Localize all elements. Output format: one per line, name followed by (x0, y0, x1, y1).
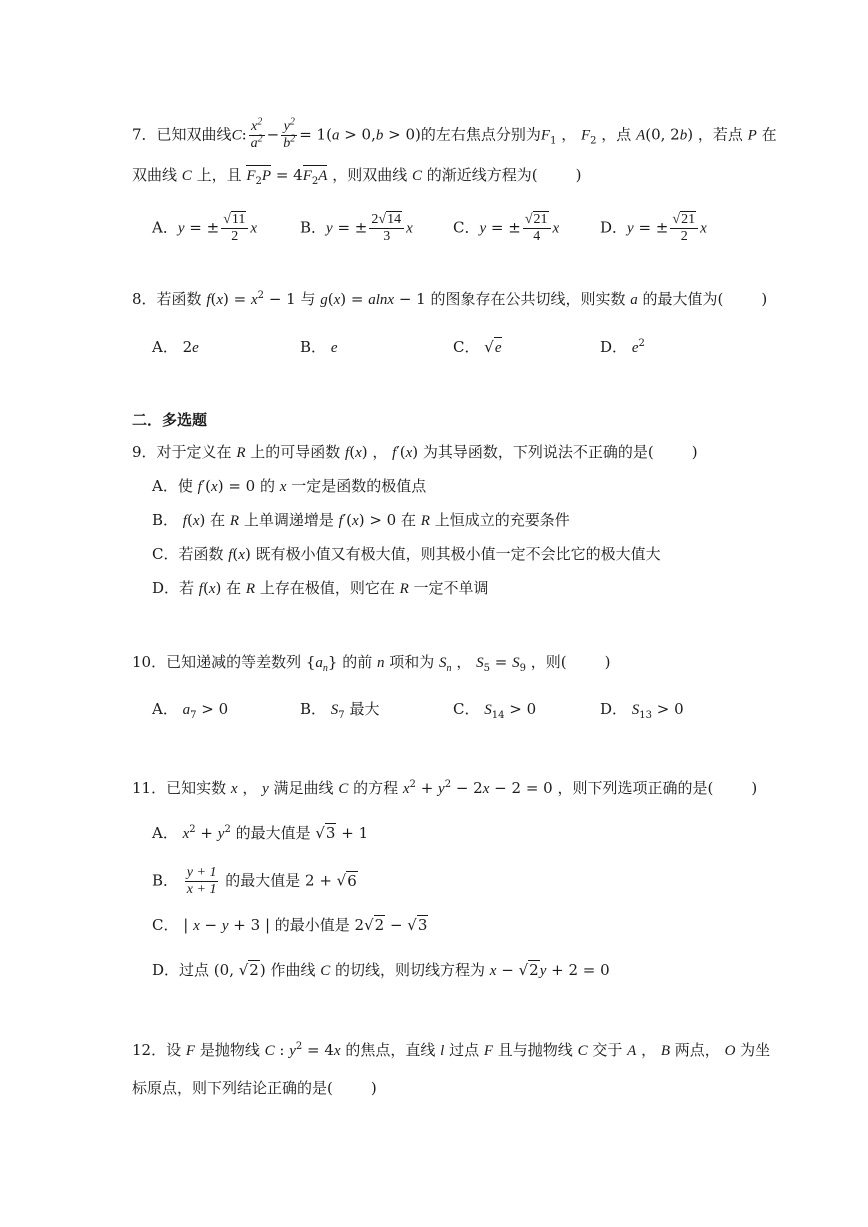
question-number: 7． (132, 125, 157, 144)
paren-close: ) (575, 166, 582, 184)
question-7-line-2: 双曲线 C 上，且 $F_2P = 4F_2A$ ，则双曲线 C 的渐近线方程为( ) (132, 166, 582, 187)
option-a[interactable]: A． $x^2 + y^2$ 的最大值是 √3 + 1 (152, 824, 369, 842)
math-curve-name: C (231, 127, 242, 144)
option-b[interactable]: B． $\frac{y + 1}{x + 1}$ 的最大值是 2 + √6 (152, 865, 357, 897)
option-d[interactable]: D．若 f(x) 在 R 上存在极值，则它在 R 一定不单调 (152, 579, 489, 597)
option-c[interactable]: C．若函数 f(x) 既有极小值又有极大值，则其极小值一定不会比它的极大值大 (152, 545, 661, 563)
question-text: 已知双曲线 (156, 125, 232, 144)
math-fraction-x: $\frac{x^2}{a^2}$ (250, 116, 263, 151)
math-fraction-y: $\frac{y^2}{b^2}$ (283, 116, 296, 151)
option-a[interactable]: A．使 f′(x) = 0 的 x 一定是函数的极值点 (152, 477, 427, 495)
option-d[interactable]: D． $e^2$ (600, 338, 645, 356)
option-c[interactable]: C． √e (453, 338, 502, 356)
question-text: 的左右焦点分别为 (420, 125, 541, 144)
option-a[interactable]: A．y = ± $\frac{√11}{2}$ x (152, 212, 258, 244)
option-c[interactable]: C． $S_{14} > 0$ (453, 700, 537, 721)
option-c[interactable]: C．y = ± $\frac{√21}{4}$ x (453, 212, 560, 244)
option-b[interactable]: B． f(x) 在 R 上单调递增是 f′(x) > 0 在 R 上恒成立的充要条件 (152, 511, 570, 529)
option-b[interactable]: B． e (300, 338, 338, 356)
question-7-line-1: 7．已知双曲线C: $\frac{x^2}{a^2}$ − $\frac{y^2}{b^2}$ = 1(a > 0,b > 0)的左右焦点分别为$F_1$ ， $F_2$ ，点 A(0, 2b) ，若点 P 在 (132, 116, 777, 151)
question-12-line-1: 12．设 F 是抛物线 C : $y^2 = 4x$ 的焦点，直线 l 过点 F 且与抛物线 C 交于 A ， B 两点， O 为坐 (132, 1041, 771, 1059)
option-a[interactable]: A． $a_7 > 0$ (152, 700, 229, 721)
question-8: 8．若函数 $f(x) = x^2 - 1$ 与 g(x) = alnx − 1 的图象存在公共切线，则实数 a 的最大值为( ) (132, 290, 768, 308)
option-a[interactable]: A． 2e (152, 338, 199, 356)
option-d[interactable]: D． $S_{13} > 0$ (600, 700, 684, 721)
section-heading: 二．多选题 (132, 411, 208, 429)
option-d[interactable]: D．过点 (0, √2) 作曲线 C 的切线，则切线方程为 x − √2y + 2 = 0 (152, 961, 610, 979)
option-d[interactable]: D．y = ± $\frac{√21}{2}$ x (600, 212, 707, 244)
question-12-line-2: 标原点，则下列结论正确的是( ) (132, 1079, 377, 1097)
question-9: 9．对于定义在 R 上的可导函数 f(x) ， f′(x) 为其导函数，下列说法不正确的是( ) (132, 443, 698, 461)
option-b[interactable]: B．y = ± $\frac{2√14}{3}$ x (300, 212, 413, 244)
option-c[interactable]: C． | x − y + 3 | 的最小值是 2√2 − √3 (152, 916, 428, 934)
question-10: 10．已知递减的等差数列 $\{a_n\}$ 的前 n 项和为 $S_n$ ， $S_5 = S_9$ ，则( ) (132, 653, 611, 674)
question-11: 11．已知实数 x ， y 满足曲线 C 的方程 $x^2 + y^2 - 2x - 2 = 0$ ，则下列选项正确的是( ) (132, 779, 758, 797)
option-b[interactable]: B． $S_7$ 最大 (300, 700, 380, 721)
